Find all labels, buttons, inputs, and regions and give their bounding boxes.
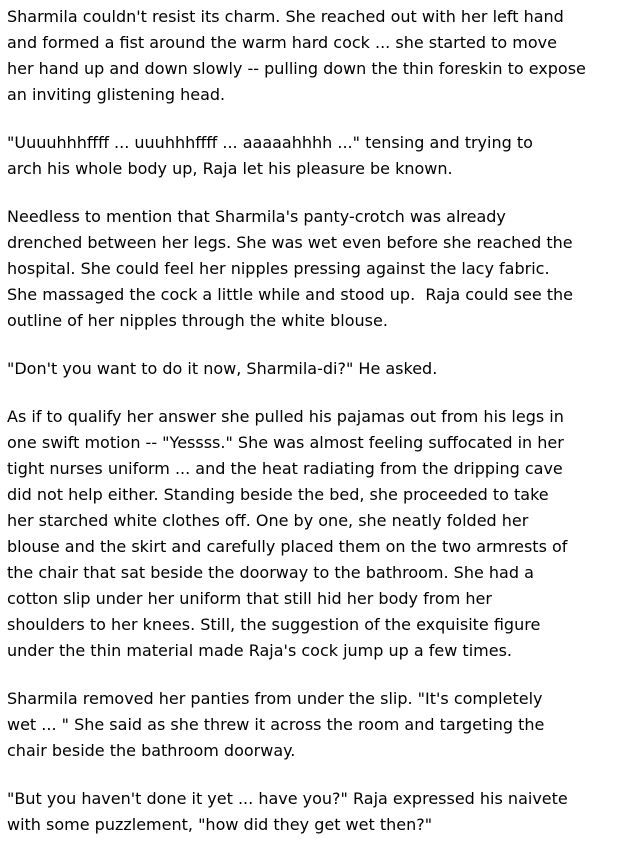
text-line: under the thin material made Raja's cock jump up a few times. [7,641,512,660]
text-line: an inviting glistening head. [7,85,226,104]
text-line: Sharmila couldn't resist its charm. She reached out with her left hand [7,7,564,26]
text-line: and formed a fist around the warm hard cock ... she started to move [7,33,557,52]
text-line: with some puzzlement, "how did they get wet then?" [7,815,433,834]
text-line: blouse and the skirt and carefully placed them on the two armrests of [7,537,568,556]
paragraph [7,686,620,764]
paragraph [7,204,620,334]
text-line: drenched between her legs. She was wet even before she reached the [7,233,573,252]
text-line: Needless to mention that Sharmila's panty-crotch was already [7,207,506,226]
paragraph [7,130,620,182]
text-line: outline of her nipples through the white blouse. [7,311,388,330]
text-line: chair beside the bathroom doorway. [7,741,296,760]
paragraph [7,4,620,108]
text-line: the chair that sat beside the doorway to the bathroom. She had a [7,563,534,582]
text-line: "Don't you want to do it now, Sharmila-di?" He asked. [7,359,438,378]
text-line: arch his whole body up, Raja let his pleasure be known. [7,159,453,178]
paragraph [7,786,620,838]
text-line: shoulders to her knees. Still, the suggestion of the exquisite figure [7,615,541,634]
text-line: did not help either. Standing beside the bed, she proceeded to take [7,485,549,504]
text-line: "But you haven't done it yet ... have you?" Raja expressed his naivete [7,789,568,808]
text-line: her hand up and down slowly -- pulling down the thin foreskin to expose [7,59,586,78]
text-line: wet ... " She said as she threw it across the room and targeting the [7,715,545,734]
text-line: her starched white clothes off. One by one, she neatly folded her [7,511,529,530]
text-line: hospital. She could feel her nipples pressing against the lacy fabric. [7,259,550,278]
paragraph [7,356,620,382]
text-line: "Uuuuhhhffff ... uuuhhhffff ... aaaaahhhh ..." tensing and trying to [7,133,533,152]
text-line: cotton slip under her uniform that still hid her body from her [7,589,492,608]
text-line: She massaged the cock a little while and stood up. Raja could see the [7,285,574,304]
text-line: As if to qualify her answer she pulled his pajamas out from his legs in [7,407,564,426]
text-line: one swift motion -- "Yessss." She was almost feeling suffocated in her [7,433,564,452]
paragraph [7,404,620,664]
text-line: tight nurses uniform ... and the heat radiating from the dripping cave [7,459,563,478]
text-line: Sharmila removed her panties from under the slip. "It's completely [7,689,543,708]
